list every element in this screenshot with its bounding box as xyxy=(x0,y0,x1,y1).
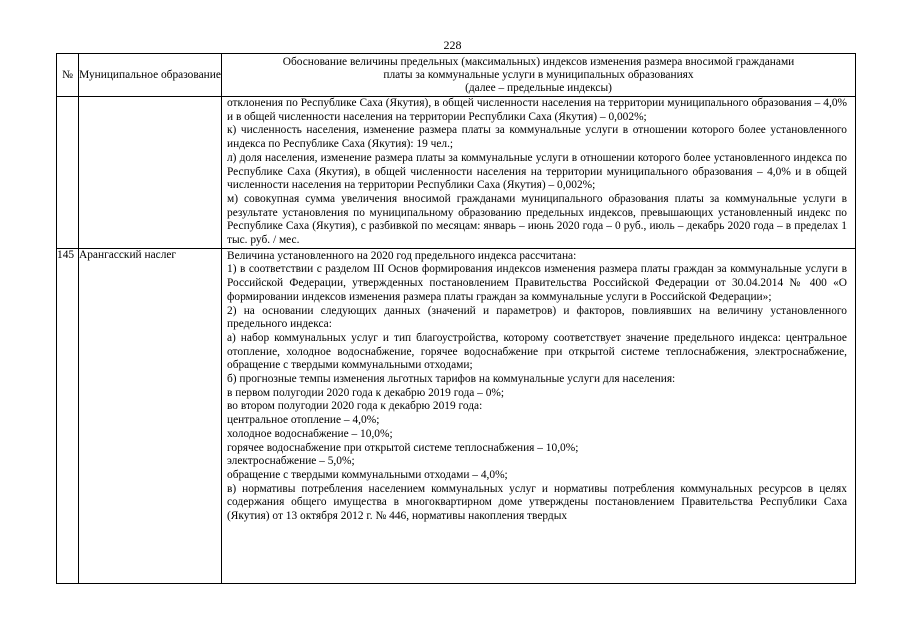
table-row xyxy=(57,97,856,249)
row-number-empty xyxy=(57,97,79,249)
paragraph: а) набор коммунальных услуг и тип благоустройства, которому соответствует значение предельного индекса: центральное отопление, холодное водоснабжение, горячее водоснабжение при открытой системе теплоснабжения, электроснабжение, обращение с твердыми коммунальными отходами; xyxy=(227,331,847,372)
page-number: 228 xyxy=(443,38,462,52)
header-justification-line-3: (далее – предельные индексы) xyxy=(465,81,612,94)
paragraph: отклонения по Республике Саха (Якутия), в общей численности населения на территории муниципального образования – 4,0% и в общей численности населения на территории Республики Саха (Якутия) – 0,002%; xyxy=(227,97,847,123)
header-justification-line-2: платы за коммунальные услуги в муниципальных образованиях xyxy=(383,68,694,81)
header-number: № xyxy=(57,54,79,97)
paragraph: в первом полугодии 2020 года к декабрю 2019 года – 0%; xyxy=(227,386,505,399)
row-number: 145 xyxy=(57,248,79,583)
header-municipality: Муниципальное образование xyxy=(79,54,222,97)
paragraph: м) совокупная сумма увеличения вносимой гражданами муниципального образования платы за коммунальные услуги в результате установления по муниципальному образованию предельных индексов, превышающих установленный индекс по Республике Саха (Якутия), с разбивкой по месяцам: январь – июнь 2020 года – 0 руб., июль – декабрь 2020 года – в пределах 1 тыс. руб. / мес. xyxy=(227,192,847,247)
table-header-row xyxy=(57,54,856,97)
table-row xyxy=(57,248,856,583)
row-municipality: Арангасский наслег xyxy=(79,248,222,583)
paragraph: горячее водоснабжение при открытой системе теплоснабжения – 10,0%; xyxy=(227,441,579,454)
paragraph: в) нормативы потребления населением коммунальных услуг и нормативы потребления коммунальных ресурсов в целях содержания общего имущества в многоквартирном доме утверждены постановлением Правительства Республики Саха (Якутия) от 13 октября 2012 г. № 446, нормативы накопления твердых xyxy=(227,482,847,523)
paragraph: холодное водоснабжение – 10,0%; xyxy=(227,427,393,440)
paragraph: электроснабжение – 5,0%; xyxy=(227,455,355,468)
paragraph: к) численность населения, изменение размера платы за коммунальные услуги в отношении которого более установленного индекса по Республике Саха (Якутия): 19 чел.; xyxy=(227,124,847,151)
paragraph: 1) в соответствии с разделом III Основ формирования индексов изменения размера платы граждан за коммунальные услуги в Российской Федерации, утвержденных постановлением Правительства Российской Федерации от 30.04.2014 № 400 «О формировании индексов изменения размера платы граждан за коммунальные услуги в Российской Федерации»; xyxy=(227,263,847,303)
header-justification xyxy=(222,54,856,97)
paragraph: б) прогнозные темпы изменения льготных тарифов на коммунальные услуги для населения: xyxy=(227,373,676,386)
paragraph: л) доля населения, изменение размера платы за коммунальные услуги в отношении которого более установленного индекса по Республике Саха (Якутия), в общей численности населения на территории муниципального образования – 4,0% и в общей численности населения на территории Республики Саха (Якутия) – 0,002%; xyxy=(227,151,847,192)
header-justification-line-1: Обоснование величины предельных (максимальных) индексов изменения размера вносимой гражданами xyxy=(282,55,795,68)
row-municipality-empty xyxy=(79,97,222,249)
justification-table xyxy=(56,53,856,584)
paragraph: 2) на основании следующих данных (значений и параметров) и факторов, повлиявших на величину установленного предельного индекса: xyxy=(227,304,847,331)
paragraph: обращение с твердыми коммунальными отходами – 4,0%; xyxy=(227,468,508,481)
row-justification xyxy=(222,97,856,249)
paragraph: Величина установленного на 2020 год предельного индекса рассчитана: xyxy=(227,249,577,262)
paragraph: центральное отопление – 4,0%; xyxy=(227,414,380,427)
row-justification xyxy=(222,248,856,583)
paragraph: во втором полугодии 2020 года к декабрю 2019 года: xyxy=(227,400,483,413)
